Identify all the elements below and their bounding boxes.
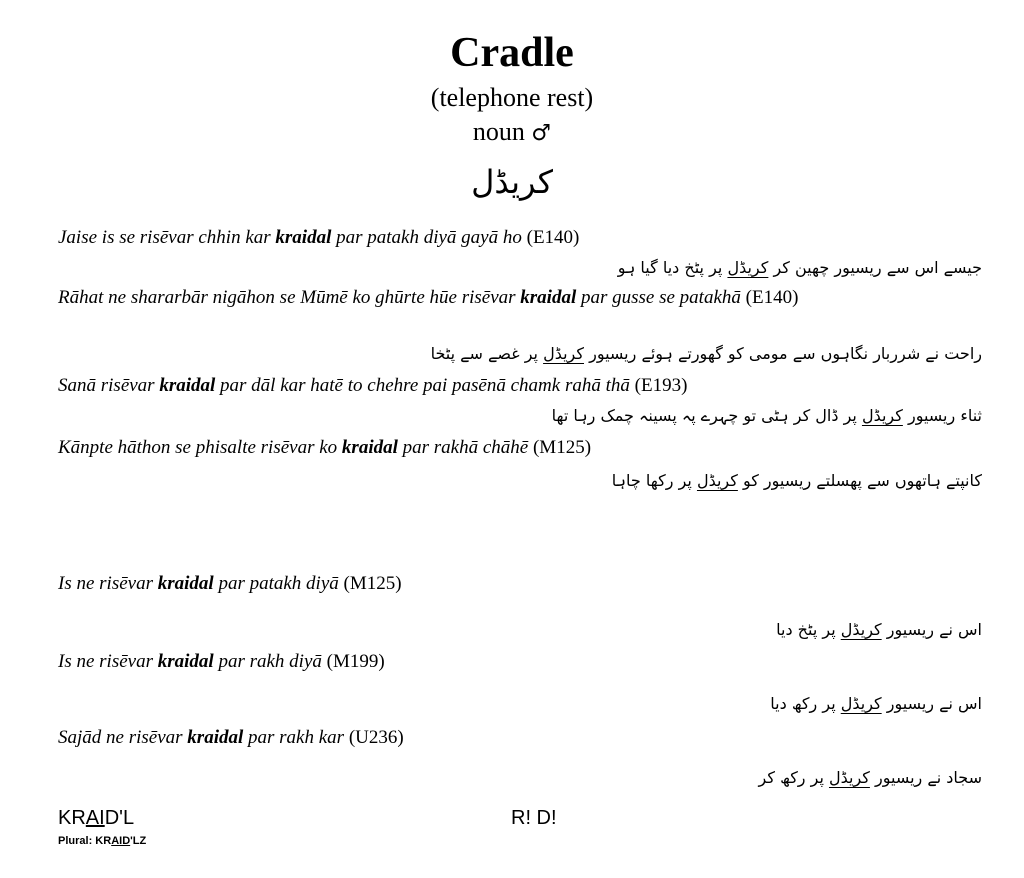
headword-urdu: کریڈل: [471, 163, 553, 201]
pronunciation-text: D'L: [104, 807, 135, 829]
example-urdu-text: پر رکھ دیا: [770, 694, 841, 713]
example-roman-text: Is ne risēvar: [58, 651, 158, 672]
example-urdu-text: پر غصے سے پٹخا: [430, 344, 544, 363]
example-urdu-keyword: کریڈل: [840, 620, 882, 639]
example-roman-text: Is ne risēvar: [58, 573, 158, 594]
example-urdu-text: پر پٹخ دیا: [776, 620, 841, 639]
example-urdu: [58, 618, 982, 642]
plural-pronunciation: [58, 834, 146, 848]
example-keyword: kraidal: [520, 287, 577, 308]
example-urdu: [58, 766, 982, 790]
example-roman: [58, 286, 982, 310]
example-roman-text: par rakh kar: [243, 727, 349, 748]
example-urdu-keyword: کریڈل: [828, 768, 870, 787]
example-urdu-keyword: کریڈل: [543, 344, 584, 363]
example-keyword: kraidal: [275, 227, 332, 248]
example-urdu-text: راحت نے شرربار نگاہوں سے مومی کو گھورتے ہوئے ریسیور: [584, 344, 982, 363]
example-urdu-text: پر رکھ کر: [758, 768, 829, 787]
example-urdu-text: کانپتے ہاتھوں سے پھسلتے ریسیور کو: [737, 471, 982, 490]
example-roman-text: Kānpte hāthon se phisalte risēvar ko: [58, 437, 342, 458]
example-reference: (E193): [634, 375, 688, 396]
example-roman-text: par dāl kar hatē to chehre pai pasēnā chamk rahā thā: [215, 375, 635, 396]
example-urdu-text: پر رکھا چاہا: [611, 471, 697, 490]
example-roman-text: Jaise is se risēvar chhin kar: [58, 227, 276, 248]
phonetic-code: R! D!: [511, 807, 557, 829]
example-roman-text: Sanā risēvar: [58, 375, 160, 396]
example-keyword: kraidal: [341, 437, 398, 458]
example-urdu-text: سجاد نے ریسیور: [869, 768, 982, 787]
example-roman: [58, 226, 982, 250]
pronunciation-text: KR: [58, 807, 86, 829]
example-urdu-text: جیسے اس سے ریسیور چھین کر: [768, 258, 982, 277]
example-urdu-keyword: کریڈل: [861, 406, 903, 425]
pos-label: noun: [472, 117, 525, 146]
example-reference: (E140): [745, 287, 799, 308]
example-urdu: [58, 404, 982, 428]
example-roman: [58, 572, 982, 596]
example-urdu-text: پر پٹخ دیا گیا ہو: [617, 258, 728, 277]
example-urdu-keyword: کریڈل: [840, 694, 882, 713]
plural-text: KR: [95, 835, 112, 847]
male-gender-icon: ♂: [531, 121, 552, 146]
example-urdu-text: پر ڈال کر ہٹی تو چہرے پہ پسینہ چمک رہا تھا: [551, 406, 862, 425]
example-roman-text: par patakh diyā gayā ho: [331, 227, 527, 248]
example-roman-text: par rakh diyā: [213, 651, 327, 672]
example-roman: [58, 650, 982, 674]
example-roman: [58, 436, 982, 460]
example-roman-text: Sajād ne risēvar: [58, 727, 188, 748]
example-roman-text: par gusse se patakhā: [576, 287, 746, 308]
example-urdu: [58, 692, 982, 716]
example-urdu-text: ثناء ریسیور: [902, 406, 982, 425]
pronunciation: [58, 806, 134, 830]
example-keyword: kraidal: [187, 727, 244, 748]
plural-stress: AID: [111, 835, 131, 847]
example-roman-text: Rāhat ne shararbār nigāhon se Mūmē ko ghūrte hūe risēvar: [58, 287, 521, 308]
example-roman-text: par patakh diyā: [213, 573, 344, 594]
example-keyword: kraidal: [157, 573, 214, 594]
example-roman-text: par rakhā chāhē: [397, 437, 533, 458]
example-reference: (M199): [326, 651, 385, 672]
headword-gloss: (telephone rest): [430, 83, 594, 112]
example-reference: (U236): [348, 727, 404, 748]
example-keyword: kraidal: [159, 375, 216, 396]
example-roman: [58, 726, 982, 750]
plural-label: Plural:: [58, 835, 96, 847]
example-reference: (M125): [343, 573, 402, 594]
part-of-speech: [0, 116, 1024, 150]
example-reference: (E140): [526, 227, 580, 248]
example-urdu-keyword: کریڈل: [696, 471, 738, 490]
plural-text: 'LZ: [130, 835, 147, 847]
example-keyword: kraidal: [157, 651, 214, 672]
example-urdu: [58, 469, 982, 493]
example-urdu: [58, 256, 982, 280]
pronunciation-stress: AI: [85, 807, 105, 829]
example-urdu-text: اس نے ریسیور: [881, 620, 982, 639]
example-roman: [58, 374, 982, 398]
example-urdu: [58, 342, 982, 366]
headword-title: Cradle: [450, 30, 574, 76]
example-reference: (M125): [532, 437, 592, 458]
example-urdu-text: اس نے ریسیور: [881, 694, 982, 713]
example-urdu-keyword: کریڈل: [727, 258, 769, 277]
